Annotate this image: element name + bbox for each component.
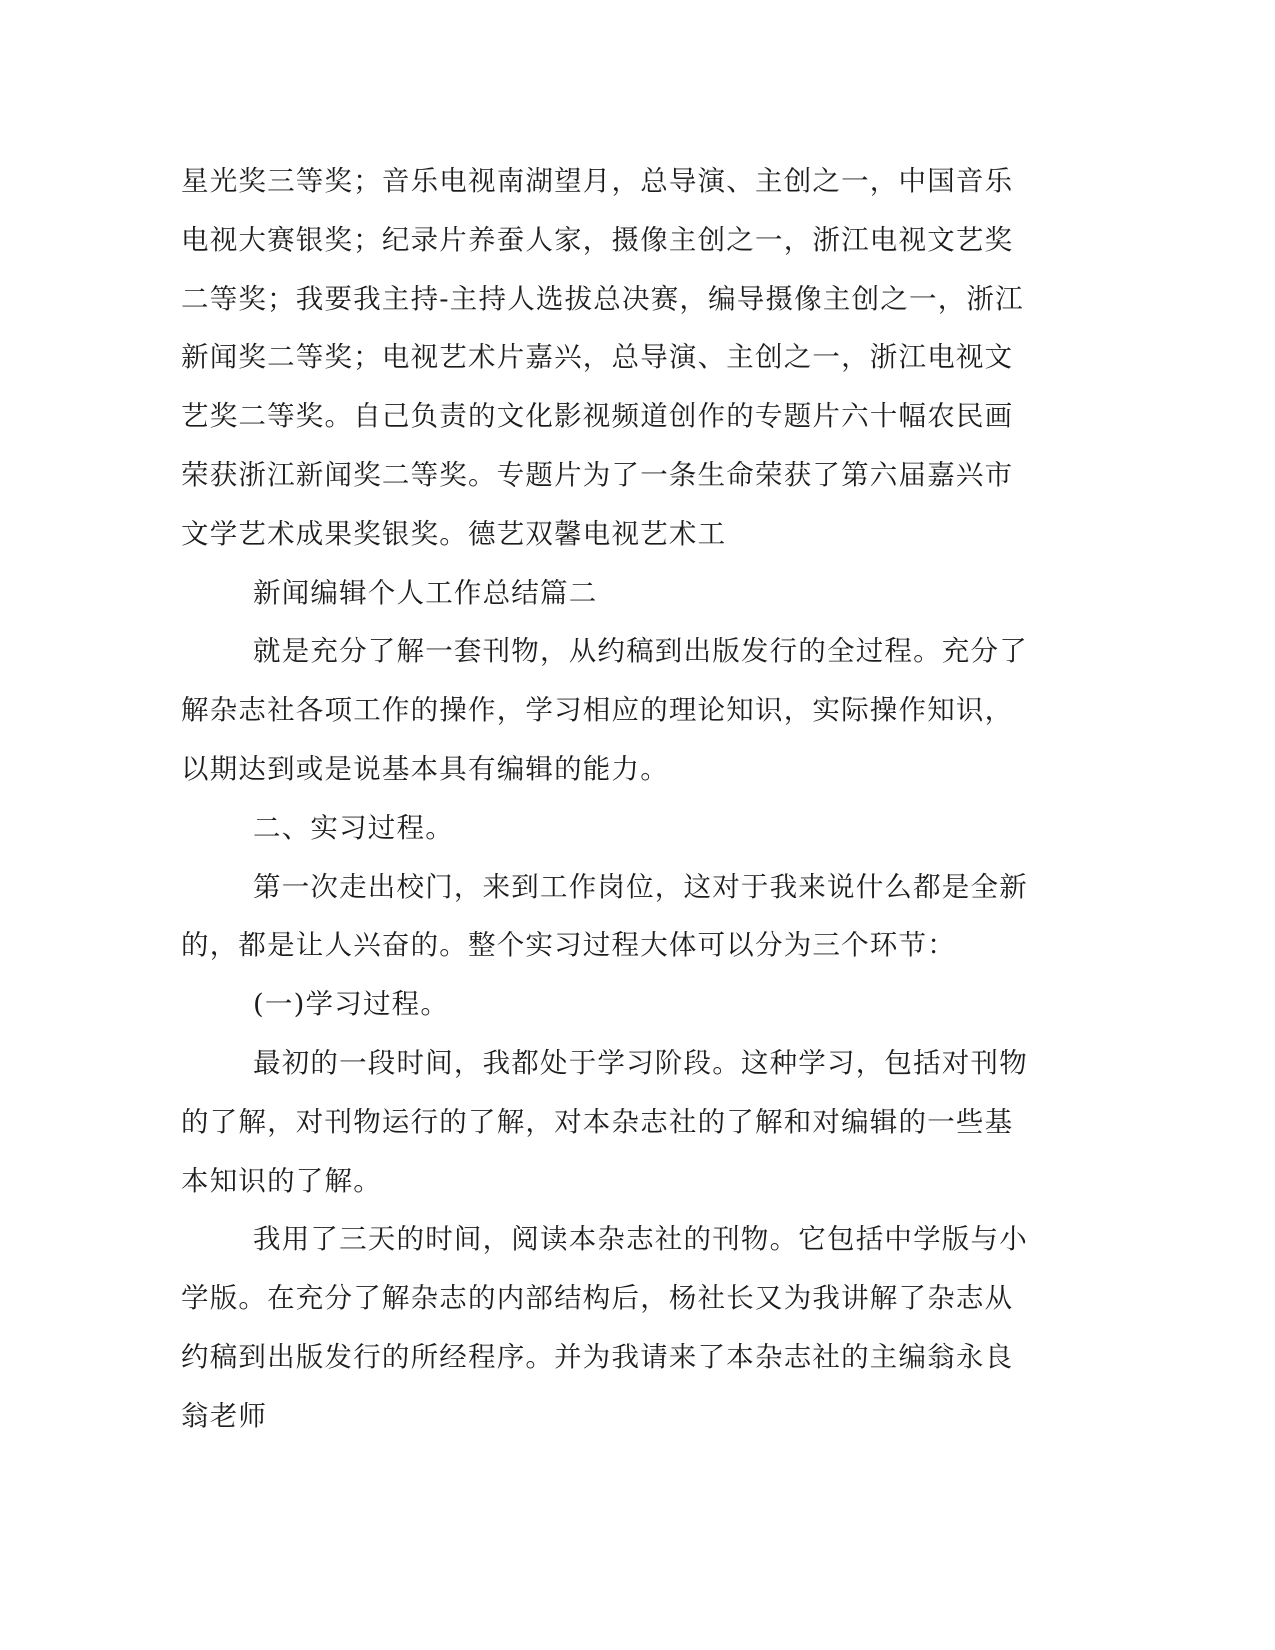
paragraph-reading-magazine: 我用了三天的时间，阅读本杂志社的刊物。它包括中学版与小学版。在充分了解杂志的内部结构后，杨社长又为我讲解了杂志从约稿到出版发行的所经程序。并为我请来了本杂志社的主编翁永良翁老师 xyxy=(181,1223,1028,1432)
subheading-internship-process: 二、实习过程。 xyxy=(253,811,454,844)
paragraph-first-job: 第一次走出校门，来到工作岗位，这对于我来说什么都是全新的，都是让人兴奋的。整个实习过程大体可以分为三个环节： xyxy=(181,870,1028,962)
paragraph-awards: 星光奖三等奖；音乐电视南湖望月，总导演、主创之一，中国音乐电视大赛银奖；纪录片养蚕人家，摄像主创之一，浙江电视文艺奖二等奖；我要我主持-主持人选拔总决赛，编导摄像主创之一，浙江新闻奖二等奖；电视艺术片嘉兴，总导演、主创之一，浙江电视文艺奖二等奖。自己负责的文化影视频道创作的专题片六十幅农民画荣获浙江新闻奖二等奖。专题片为了一条生命荣获了第六届嘉兴市文学艺术成果奖银奖。德艺双馨电视艺术工 xyxy=(181,165,1024,550)
paragraph-learning-stage: 最初的一段时间，我都处于学习阶段。这种学习，包括对刊物的了解，对刊物运行的了解，对本杂志社的了解和对编辑的一些基本知识的了解。 xyxy=(181,1046,1028,1197)
paragraph-purpose: 就是充分了解一套刊物，从约稿到出版发行的全过程。充分了解杂志社各项工作的操作，学习相应的理论知识，实际操作知识，以期达到或是说基本具有编辑的能力。 xyxy=(181,635,1028,785)
subheading-learning-process: (一)学习过程。 xyxy=(253,988,450,1021)
document-body xyxy=(181,152,1041,1446)
section-heading: 新闻编辑个人工作总结篇二 xyxy=(253,576,598,609)
